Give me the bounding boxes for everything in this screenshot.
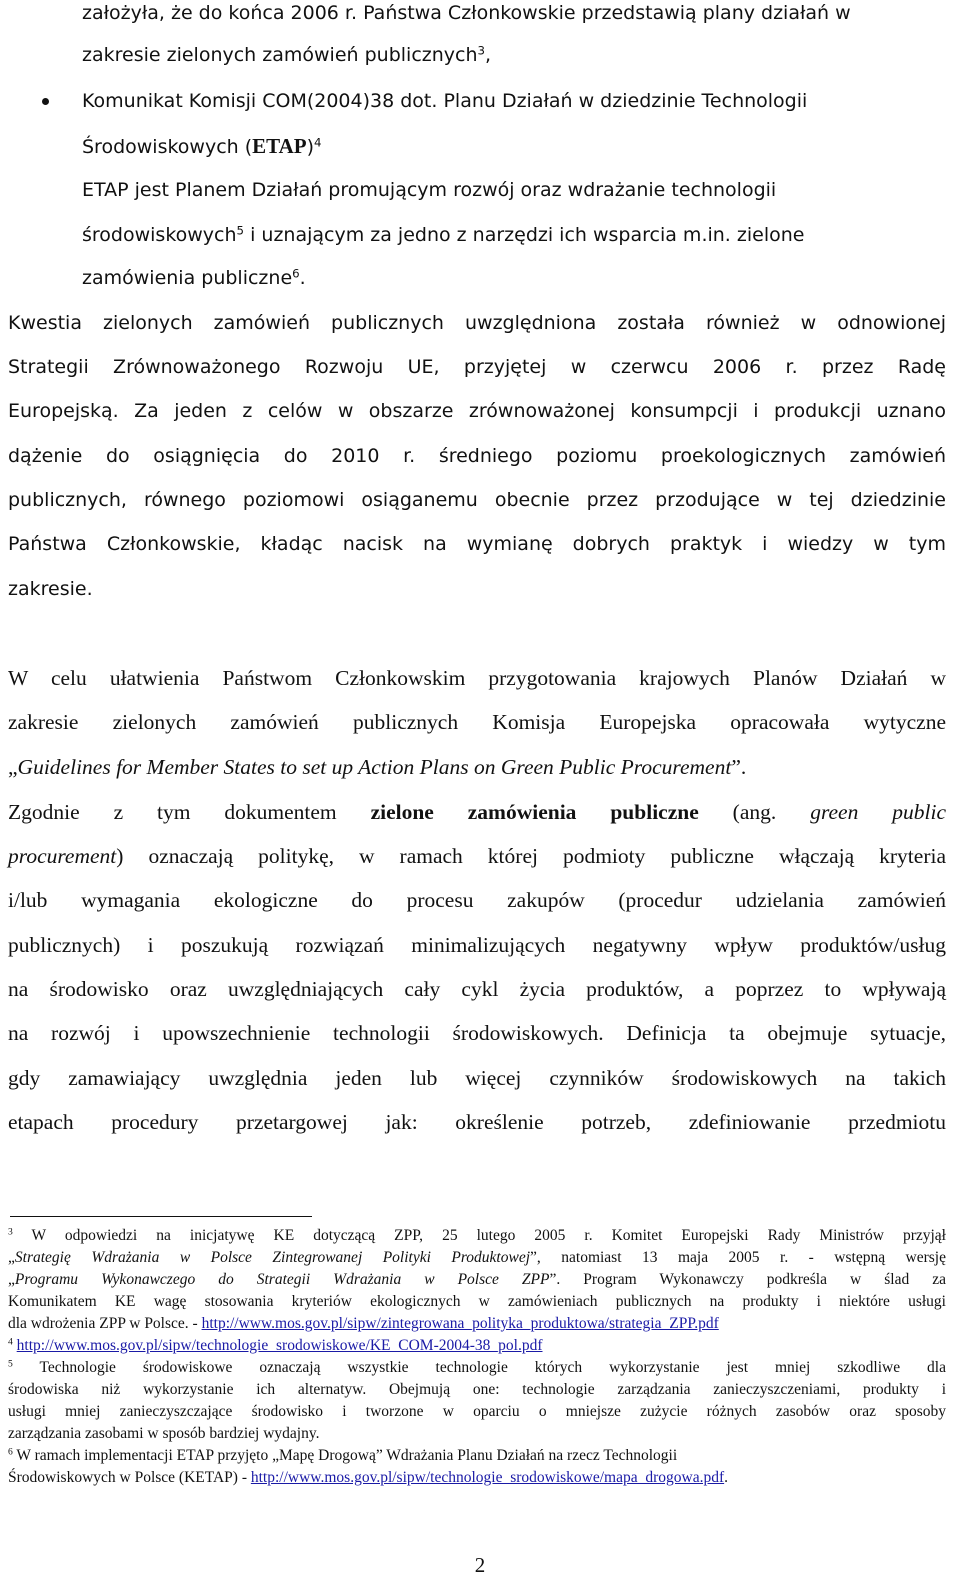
footnote-line: $^6$ W ramach implementacji ETAP przyjęto „Mapę Drogową” Wdrażania Planu Działań na rzecz Technologii bbox=[8, 1446, 678, 1464]
footnote-ref: 5 bbox=[236, 223, 245, 238]
body-line: procurement) oznaczają politykę, w ramach której podmioty publiczne włączają kryteria bbox=[8, 844, 946, 868]
body-line: „Guidelines for Member States to set up Action Plans on Green Public Procurement”. bbox=[8, 755, 747, 779]
footnote-link[interactable]: http://www.mos.gov.pl/sipw/technologie_srodowiskowe/KE_COM-2004-38_pol.pdf bbox=[16, 1337, 543, 1354]
footnote-ref: 3 bbox=[477, 43, 486, 58]
footnote-line: zarządzania zasobami w sposób bardziej wydajny. bbox=[8, 1425, 320, 1442]
footnote-line: „Strategię Wdrażania w Polsce Zintegrowanej Polityki Produktowej”, natomiast 13 maja 2005 r. - wstępną wersję bbox=[8, 1249, 946, 1266]
bullet-icon bbox=[42, 98, 49, 105]
footnote-link[interactable]: http://www.mos.gov.pl/sipw/zintegrowana_polityka_produktowa/strategia_ZPP.pdf bbox=[201, 1315, 719, 1332]
body-line: Europejską. Za jeden z celów w obszarze zrównoważonej konsumpcji i produkcji uznano bbox=[8, 400, 946, 422]
body-line: Zgodnie z tym dokumentem zielone zamówienia publiczne (ang. green public bbox=[8, 800, 946, 824]
body-line: Kwestia zielonych zamówień publicznych uwzględniona została również w odnowionej bbox=[8, 312, 946, 334]
body-line: założyła, że do końca 2006 r. Państwa Członkowskie przedstawią plany działań w bbox=[82, 2, 851, 24]
body-line: zakresie zielonych zamówień publicznych Komisja Europejska opracowała wytyczne bbox=[8, 710, 946, 734]
body-line: gdy zamawiający uwzględnia jeden lub więcej czynników środowiskowych na takich bbox=[8, 1066, 946, 1090]
body-line: Strategii Zrównoważonego Rozwoju UE, przyjętej w czerwcu 2006 r. przez Radę bbox=[8, 356, 946, 378]
body-line: publicznych, równego poziomowi osiąganemu obecnie przez przodujące w tej dziedzinie bbox=[8, 489, 946, 511]
body-line: na rozwój i upowszechnienie technologii środowiskowych. Definicja ta obejmuje sytuacje, bbox=[8, 1021, 946, 1045]
body-line: ETAP jest Planem Działań promującym rozwój oraz wdrażanie technologii bbox=[82, 179, 777, 201]
body-line: W celu ułatwienia Państwom Członkowskim przygotowania krajowych Planów Działań w bbox=[8, 666, 946, 690]
footnote-line: Komunikatem KE wagę stosowania kryteriów ekologicznych w zamówieniach publicznych na produkty i niektóre usługi bbox=[8, 1293, 946, 1310]
page-number: 2 bbox=[474, 1553, 486, 1577]
body-line: Środowiskowych (ETAP)$^4$ bbox=[82, 134, 322, 158]
body-line: Komunikat Komisji COM(2004)38 dot. Planu Działań w dziedzinie Technologii bbox=[82, 90, 808, 112]
footnote-line: Środowiskowych w Polsce (KETAP) - http://www.mos.gov.pl/sipw/technologie_srodowiskowe/mapa_drogowa.pdf. bbox=[8, 1469, 729, 1486]
footnote-line: usługi mniej zanieczyszczające środowisko i tworzone w oparciu o mniejsze zużycie różnych zasobów oraz sposoby bbox=[8, 1403, 946, 1420]
emphasis: zielone zamówienia publiczne bbox=[370, 800, 699, 824]
body-line: etapach procedury przetargowej jak: określenie potrzeb, zdefiniowanie przedmiotu bbox=[8, 1110, 946, 1134]
body-line: Państwa Członkowskie, kładąc nacisk na wymianę dobrych praktyk i wiedzy w tym bbox=[8, 533, 946, 555]
footnote-ref: 6 bbox=[292, 266, 300, 281]
body-line: i/lub wymagania ekologiczne do procesu zakupów (procedur udzielania zamówień bbox=[8, 888, 946, 912]
footnote-separator bbox=[10, 1216, 312, 1217]
footnote-ref: 4 bbox=[314, 135, 322, 150]
footnote-line: dla wdrożenia ZPP w Polsce. - http://www.mos.gov.pl/sipw/zintegrowana_polityka_produktowa/strategia_ZPP.pdf bbox=[8, 1315, 719, 1332]
footnote-line: środowiska niż wykorzystanie ich alternatyw. Obejmują one: technologie zarządzania zanieczyszczeniami, produkty i bbox=[8, 1381, 946, 1398]
body-line: publicznych) i poszukują rozwiązań minimalizujących negatywny wpływ produktów/usług bbox=[8, 933, 946, 957]
footnote-line: $^5$ Technologie środowiskowe oznaczają wszystkie technologie których wykorzystanie jest mniej szkodliwe dla bbox=[8, 1358, 946, 1376]
body-line: środowiskowych$^5$ i uznającym za jedno z narzędzi ich wsparcia m.in. zielone bbox=[82, 223, 805, 246]
body-line: zakresie. bbox=[8, 578, 93, 600]
footnote-line: $^3$ W odpowiedzi na inicjatywę KE dotyczącą ZPP, 25 lutego 2005 r. Komitet Europejski Rady Ministrów przyjął bbox=[8, 1226, 946, 1244]
body-line: zakresie zielonych zamówień publicznych$^3$, bbox=[82, 43, 492, 66]
footnote-line: $^4$ http://www.mos.gov.pl/sipw/technologie_srodowiskowe/KE_COM-2004-38_pol.pdf bbox=[8, 1336, 543, 1354]
body-line: na środowisko oraz uwzględniających cały cykl życia produktów, a poprzez to wpływają bbox=[8, 977, 946, 1001]
footnote-link[interactable]: http://www.mos.gov.pl/sipw/technologie_srodowiskowe/mapa_drogowa.pdf bbox=[250, 1469, 725, 1486]
body-line: dążenie do osiągnięcia do 2010 r. średniego poziomu proekologicznych zamówień bbox=[8, 445, 946, 467]
body-line: zamówienia publiczne$^6$. bbox=[82, 266, 306, 289]
footnote-line: „Programu Wykonawczego do Strategii Wdrażania w Polsce ZPP”. Program Wykonawczy podkreśla w ślad za bbox=[8, 1271, 946, 1288]
